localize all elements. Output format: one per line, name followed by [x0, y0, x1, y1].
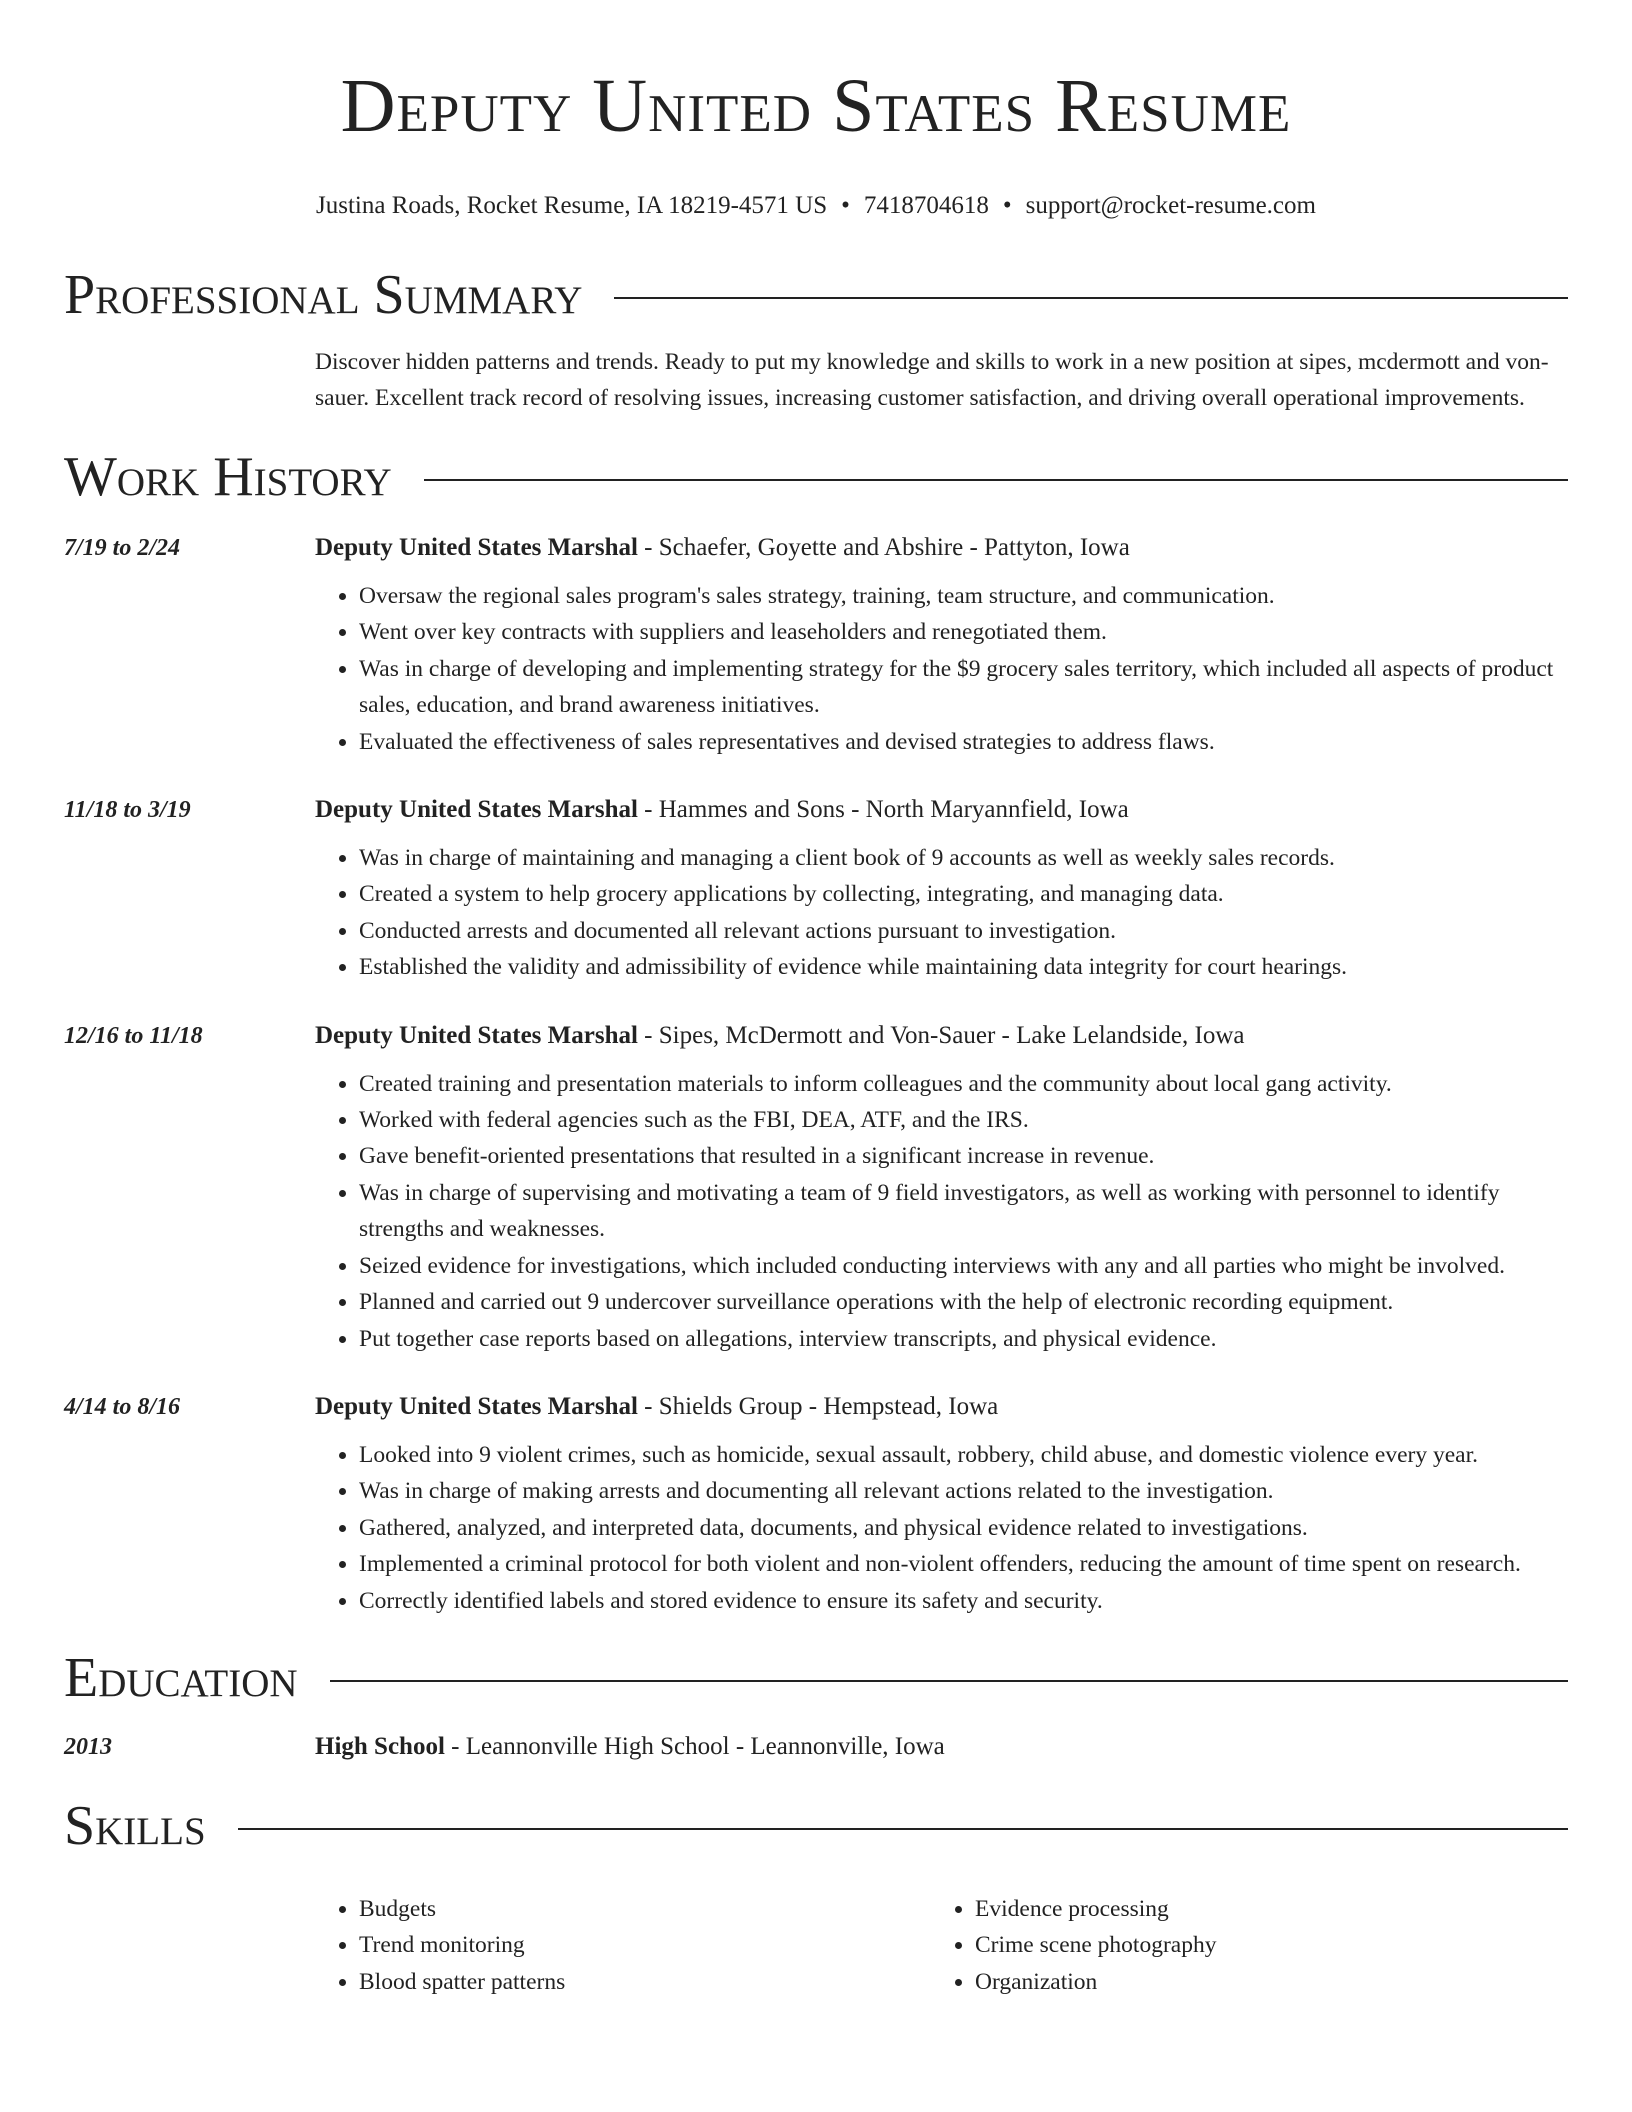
job-title: Deputy United States Marshal [315, 1021, 638, 1049]
job-bullet: • Put together case reports based on allegations, interview transcripts, and physical evidence. [359, 1321, 1568, 1357]
job-bullets [315, 1066, 1568, 1357]
skill-item: • Blood spatter patterns [359, 1964, 931, 2000]
job-employer: - Hammes and Sons - North Maryannfield, Iowa [637, 796, 1129, 824]
section-divider [330, 1680, 1568, 1682]
skill-item: • Budgets [359, 1891, 931, 1927]
contact-phone: 7418704618 [863, 192, 989, 219]
job-title: Deputy United States Marshal [315, 796, 638, 824]
education-degree: High School [315, 1732, 445, 1760]
job-bullet: • Oversaw the regional sales program's sales strategy, training, team structure, and communication. [359, 578, 1568, 614]
job-title: Deputy United States Marshal [315, 534, 638, 561]
education-year: 2013 [64, 1733, 112, 1760]
job-entry [64, 1389, 1568, 1619]
summary-text: Discover hidden patterns and trends. Ready to put my knowledge and skills to work in a new position at sipes, mcdermott and von-sauer. Excellent track record of resolving issues, increasing customer satisfaction, and driving overall operational improvements. [315, 349, 1549, 411]
job-header [315, 1018, 1244, 1054]
contact-address: Justina Roads, Rocket Resume, IA 18219-4571 US [316, 192, 828, 219]
summary-section-header [64, 260, 1568, 330]
job-bullet: • Was in charge of developing and implementing strategy for the $9 grocery sales territory, which included all aspects of product sales, education, and brand awareness initiatives. [359, 651, 1568, 724]
job-employer: - Schaefer, Goyette and Abshire - Pattyton, Iowa [637, 534, 1130, 561]
work-heading: Work History [64, 446, 392, 508]
summary-heading: Professional Summary [64, 264, 583, 326]
job-header [315, 530, 1130, 566]
job-bullets [315, 578, 1568, 760]
job-bullet: • Correctly identified labels and stored evidence to ensure its safety and security. [359, 1583, 1568, 1619]
job-bullet: • Gathered, analyzed, and interpreted data, documents, and physical evidence related to investigations. [359, 1510, 1568, 1546]
job-bullet: • Gave benefit-oriented presentations that resulted in a significant increase in revenue. [359, 1138, 1568, 1174]
job-entry [64, 792, 1568, 986]
job-bullet: • Conducted arrests and documented all relevant actions pursuant to investigation. [359, 913, 1568, 949]
skills-list [315, 1891, 1568, 2000]
skill-item: • Trend monitoring [359, 1927, 931, 1963]
job-header [315, 1389, 998, 1425]
job-bullet: • Planned and carried out 9 undercover surveillance operations with the help of electronic recording equipment. [359, 1284, 1568, 1320]
section-divider [424, 479, 1568, 481]
job-bullets [315, 840, 1568, 986]
job-bullet: • Was in charge of maintaining and managing a client book of 9 accounts as well as weekly sales records. [359, 840, 1568, 876]
education-heading: Education [64, 1646, 298, 1709]
contact-separator: • [841, 192, 850, 219]
job-bullets [315, 1437, 1568, 1619]
skill-item: • Crime scene photography [975, 1927, 1547, 1963]
contact-line [64, 190, 1568, 222]
job-bullet: • Looked into 9 violent crimes, such as homicide, sexual assault, robbery, child abuse, and domestic violence every year. [359, 1437, 1568, 1473]
job-employer: - Shields Group - Hempstead, Iowa [637, 1392, 999, 1420]
skills-column-right [931, 1891, 1547, 2000]
section-divider [614, 297, 1568, 299]
job-employer: - Sipes, McDermott and Von-Sauer - Lake Lelandside, Iowa [637, 1021, 1245, 1049]
job-bullet: • Evaluated the effectiveness of sales representatives and devised strategies to address flaws. [359, 724, 1568, 760]
job-dates: 4/14 to 8/16 [64, 1393, 181, 1420]
job-dates: 7/19 to 2/24 [64, 535, 181, 561]
contact-separator: • [1002, 192, 1012, 219]
job-entry [64, 1018, 1568, 1357]
job-bullet: • Worked with federal agencies such as the FBI, DEA, ATF, and the IRS. [359, 1102, 1568, 1138]
job-entry [64, 530, 1568, 760]
job-header [315, 792, 1129, 828]
work-history-list [64, 530, 1568, 1619]
contact-email: support@rocket-resume.com [1025, 192, 1316, 219]
skills-section-header [64, 1791, 1568, 1861]
education-entry [64, 1729, 1568, 1765]
job-bullet: • Was in charge of making arrests and documenting all relevant actions related to the investigation. [359, 1473, 1568, 1509]
job-dates: 12/16 to 11/18 [64, 1022, 203, 1049]
resume-title: Deputy United States Resume [340, 64, 1292, 148]
job-bullet: • Established the validity and admissibility of evidence while maintaining data integrity for court hearings. [359, 949, 1568, 985]
section-divider [238, 1828, 1568, 1830]
job-bullet: • Created a system to help grocery applications by collecting, integrating, and managing data. [359, 876, 1568, 912]
job-bullet: • Implemented a criminal protocol for both violent and non-violent offenders, reducing the amount of time spent on research. [359, 1546, 1568, 1582]
education-header [315, 1729, 945, 1765]
education-school: - Leannonville High School - Leannonville, Iowa [444, 1732, 945, 1760]
job-bullet: • Created training and presentation materials to inform colleagues and the community about local gang activity. [359, 1066, 1568, 1102]
job-bullet: • Went over key contracts with suppliers and leaseholders and renegotiated them. [359, 614, 1568, 650]
education-section-header [64, 1643, 1568, 1713]
skills-heading: Skills [64, 1794, 206, 1857]
skill-item: • Evidence processing [975, 1891, 1547, 1927]
job-bullet: • Seized evidence for investigations, which included conducting interviews with any and all parties who might be involved. [359, 1248, 1568, 1284]
skills-column-left [315, 1891, 931, 2000]
job-bullet: • Was in charge of supervising and motivating a team of 9 field investigators, as well as working with personnel to identify strengths and weaknesses. [359, 1175, 1568, 1248]
work-section-header [64, 442, 1568, 512]
skill-item: • Organization [975, 1964, 1547, 2000]
job-title: Deputy United States Marshal [315, 1392, 638, 1420]
job-dates: 11/18 to 3/19 [64, 797, 191, 824]
